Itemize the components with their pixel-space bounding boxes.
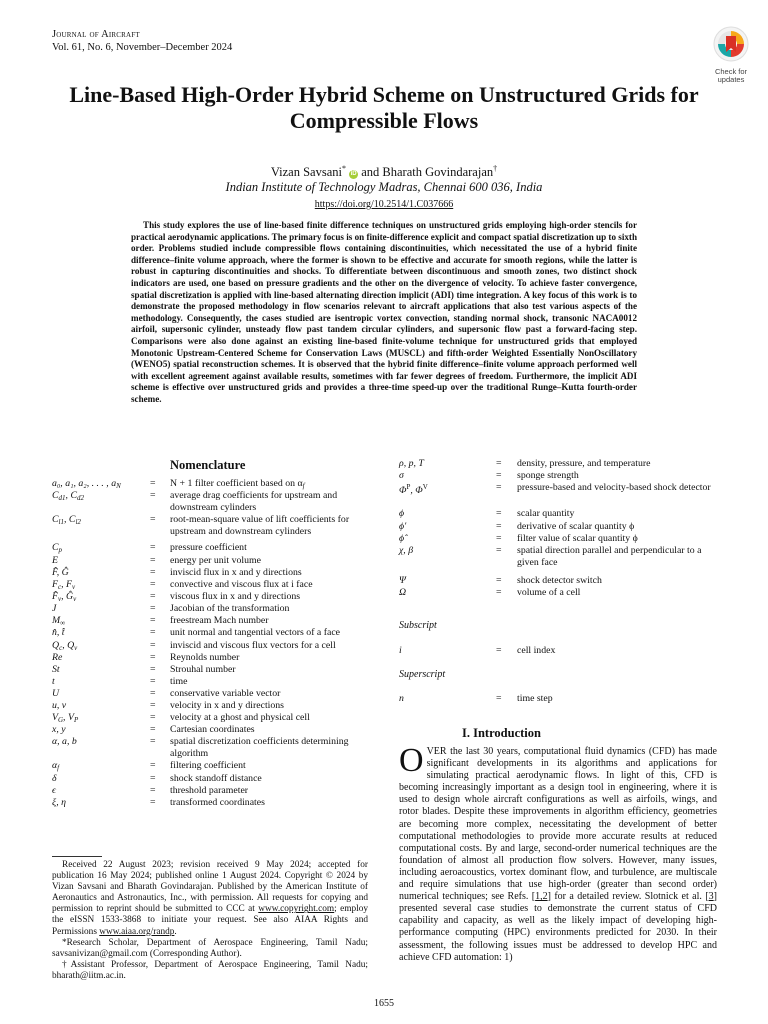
nomenclature-symbol: u, v [52,700,67,711]
nomenclature-equals: = [496,508,502,519]
nomenclature-equals: = [496,645,502,656]
nomenclature-symbol: $C_{l1}$, $C_{l2}$ [52,514,81,526]
nomenclature-row [52,567,372,579]
drop-cap: O [399,742,424,779]
nomenclature-equals: = [150,591,156,602]
nomenclature-definition: shock detector switch [517,575,602,586]
nomenclature-definition: volume of a cell [517,587,581,598]
nomenclature-symbol: $Q_c$, $Q_v$ [52,640,78,652]
nomenclature-equals: = [496,458,502,469]
nomenclature-symbol: $V_G$, $V_P$ [52,712,79,724]
received-text-c: . [174,926,177,937]
author-1-mark: * [341,164,346,173]
nomenclature-symbol: U [52,688,60,699]
nomenclature-definition: pressure coefficient [170,542,247,553]
nomenclature-row [52,652,372,664]
paper-title: Line-Based High-Order Hybrid Scheme on Unstructured Grids for Compressible Flows [69,82,699,133]
nomenclature-row [52,773,372,785]
nomenclature-definition: viscous flux in x and y directions [170,591,301,602]
journal-issue: Vol. 61, No. 6, November–December 2024 [52,42,233,53]
nomenclature-equals: = [150,664,156,675]
nomenclature-definition: Strouhal number [170,664,236,675]
nomenclature-definition: shock standoff distance [170,773,262,784]
nomenclature-equals: = [150,555,156,566]
nomenclature-definition: sponge strength [517,470,579,481]
introduction-text [399,742,717,964]
nomenclature-symbol: α, a, b [52,736,77,747]
nomenclature-definition: Jacobian of the transformation [170,603,290,614]
check-for-updates-icon [713,26,749,62]
nomenclature-row [52,640,372,652]
nomenclature-row [52,627,372,639]
intro-text-a: VER the last 30 years, computational fluid dynamics (CFD) has made significant developments in its algorithms and applications for simulating practical aerodynamic flows. In light of this, CFD is becoming increasingly important as a design tool in engineering, where it is used to design whole aircraft configurations as well as airfoils, wings, and rotor blades. Despite these improvements in algorithm efficiency, geometries are becoming more complex, necessitating the development of better computational methodologies to provide more accurate results at reduced computational costs. By and large, second-order numerical techniques are the foundation of almost all production flow solvers. However, many issues, including aeroacoustics, vortex dominant flow, and turbulence, are multiscale and require simulations that use high-order (greater than second order) numerical techniques; see Refs. [ [399,746,717,903]
nomenclature-symbol: δ [52,773,57,784]
nomenclature-definition: time step [517,693,553,704]
nomenclature-row [52,724,372,736]
nomenclature-equals: = [150,797,156,808]
nomenclature-symbol: t [52,676,55,687]
nomenclature-symbol: Ψ [399,575,406,586]
nomenclature-symbol: $M_\infty$ [52,615,66,627]
nomenclature-definition: energy per unit volume [170,555,261,566]
nomenclature-definition: cell index [517,645,556,656]
footnote-author-2: †Assistant Professor, Department of Aerospace Engineering, Tamil Nadu; bharath@iitm.ac.in. [52,959,368,981]
nomenclature-symbol: J [52,603,57,614]
nomenclature-definition: spatial discretization coefficients determining algorithm [170,736,349,759]
nomenclature-definition: average drag coefficients for upstream and downstream cylinders [170,490,338,513]
nomenclature-row [52,555,372,567]
nomenclature-definition: velocity at a ghost and physical cell [170,712,310,723]
nomenclature-definition: threshold parameter [170,785,249,796]
nomenclature-symbol: ϕ′ [399,521,407,532]
nomenclature-symbol: n [399,693,404,704]
nomenclature-definition: pressure-based and velocity-based shock detector [517,482,711,493]
nomenclature-symbol: ρ, p, T [399,458,424,469]
nomenclature-equals: = [150,712,156,723]
nomenclature-row [52,688,372,700]
doi-link[interactable]: https://doi.org/10.2514/1.C037666 [314,199,454,210]
nomenclature-row [52,542,372,554]
nomenclature-row [52,760,372,772]
page-number: 1655 [374,998,394,1009]
nomenclature-definition: unit normal and tangential vectors of a face [170,627,341,638]
nomenclature-equals: = [150,773,156,784]
author-line [0,164,768,180]
author-1[interactable]: Vizan Savsani [270,165,342,180]
nomenclature-row [52,700,372,712]
nomenclature-equals: = [150,700,156,711]
nomenclature-symbol: n̂, t̂ [52,627,65,638]
nomenclature-symbol: i [399,645,402,656]
nomenclature-row [52,514,372,538]
superscript-heading: Superscript [399,669,446,680]
nomenclature-definition: convective and viscous flux at i face [170,579,313,590]
nomenclature-symbol: St [52,664,60,675]
nomenclature-equals: = [496,575,502,586]
nomenclature-symbol: Ω [399,587,407,598]
nomenclature-equals: = [496,533,502,544]
nomenclature-definition: conservative variable vector [170,688,281,699]
nomenclature-definition: time [170,676,188,687]
nomenclature-symbol: $F_c$, $F_v$ [52,579,76,591]
received-text: Received 22 August 2023; revision received 9 May 2024; accepted for publication 16 May 2024; published online 1 August 2024. Copyright © 2024 by Vizan Savsani and Bharath Govindarajan. Published by the American Institute of Aeronautics and Astronautics, Inc., with permission. All requests for copying and permission to reprint should be submitted to CCC at [52,860,368,915]
footnote-author-1: *Research Scholar, Department of Aerospace Engineering, Tamil Nadu; savsanivizan@gmail.com (Corresponding Author). [52,937,368,959]
affiliation: Indian Institute of Technology Madras, Chennai 600 036, India [225,180,543,194]
footnotes [52,860,368,982]
nomenclature-equals: = [150,542,156,553]
journal-name: Journal of Aircraft [52,29,140,40]
nomenclature-definition: N + 1 filter coefficient based on $\alpha_f$ [170,478,305,490]
nomenclature-equals: = [150,615,156,626]
badge-line1: Check for [714,67,748,76]
nomenclature-equals: = [150,490,156,501]
nomenclature-definition: scalar quantity [517,508,575,519]
nomenclature-symbol: a₀, a₁, a₂, . . . , $a_N$ [52,478,121,490]
nomenclature-row [52,615,372,627]
received-note [52,860,368,938]
nomenclature-definition: filtering coefficient [170,760,246,771]
author-and: and [361,165,380,180]
nomenclature-definition: density, pressure, and temperature [517,458,651,469]
nomenclature-equals: = [150,478,156,489]
nomenclature-row [52,736,372,760]
badge-line2: updates [717,75,745,84]
nomenclature-row [52,603,372,615]
nomenclature-row [52,664,372,676]
ref-link-3[interactable]: 3 [708,891,714,903]
nomenclature-symbol: x, y [52,724,66,735]
abstract: This study explores the use of line-based finite difference techniques on unstructured grids employing high-order stencils for practical aerodynamic applications. The primary focus is on finite-difference explicit and compact spatial discretization up to sixth order. Problems studied include compressible flows containing discontinuities, which necessitated the use of a hybrid finite difference–finite volume approach, where the former is shown to be effective and accurate for smooth regions, while the latter is robust in capturing discontinuities and shocks. To differentiate between discontinuous and smooth zones, two distinct shock indicators are used, one based on pressure gradients and the other on the divergence of velocity. To achieve faster convergence, spatial discretization is applied with line-based alternating direction implicit (ADI) time integration. A key focus of this work is to demonstrate the proposed methodology in flow scenarios relevant to aircraft applications that also test various aspects of the methodology. Consequently, the cases studied are isentropic vortex convection, standing normal shock, transonic NACA0012 airfoil, supersonic cylinder, unsteady flow past tandem circular cylinders, and supersonic flow past a forward-facing step. Comparisons were also done against an existing line-based finite-volume technique for unstructured grids that employed Monotonic Upstream-Centered Scheme for Conservation Laws (MUSCL) and fifth-order Weighted Essentially NonOscillatory (WENO5) spatial reconstruction schemes. It is observed that the hybrid finite difference–finite volume approach performed well with excellent agreement against available results, sometimes with far fewer degrees of freedom. Furthermore, the implicit ADI scheme is effective over unstructured grids and provides a three-time speed-up over the traditional Runge–Kutta fourth-order scheme. [131,220,637,404]
nomenclature-equals: = [150,567,156,578]
intro-text-b: ] for a detailed review. Slotnick et al. [ [547,891,709,903]
nomenclature-row [52,712,372,724]
nomenclature-row [52,785,372,797]
intro-text-c: ] presented several case studies to demonstrate the current status of CFD capability and capacity, as well as the likely impact of developing high-performance computing (HPC) environments predicted for 2030. In their assessment, the following issues must be addressed to develop HPC and achieve CFD automation: 1) [399,891,717,963]
nomenclature-symbol: ϵ [52,785,56,796]
nomenclature-equals: = [150,579,156,590]
nomenclature-equals: = [150,627,156,638]
author-2[interactable]: Bharath Govindarajan [382,165,494,180]
nomenclature-symbol: E [52,555,58,566]
nomenclature-row [52,591,372,603]
check-for-updates-badge[interactable] [706,26,756,84]
nomenclature-definition: velocity in x and y directions [170,700,284,711]
footnote-rule [52,856,102,857]
journal-header [52,28,232,54]
author-2-mark: † [493,164,498,173]
orcid-icon[interactable]: iD [350,171,357,178]
nomenclature-definition: freestream Mach number [170,615,269,626]
nomenclature-definition: inviscid and viscous flux vectors for a cell [170,640,336,651]
nomenclature-definition: spatial direction parallel and perpendicular to a given face [517,545,702,568]
nomenclature-definition: Reynolds number [170,652,240,663]
nomenclature-equals: = [150,688,156,699]
nomenclature-symbol: $\Phi^P$, $\Phi^V$ [399,483,428,496]
nomenclature-symbol: $F̂_v$, $Ĝ_v$ [52,591,77,603]
nomenclature-definition: filter value of scalar quantity ϕ [517,533,638,544]
nomenclature-definition: inviscid flux in x and y directions [170,567,302,578]
nomenclature-row [52,797,372,809]
nomenclature-definition: Cartesian coordinates [170,724,255,735]
nomenclature-definition: transformed coordinates [170,797,265,808]
nomenclature-symbol: $C_{d1}$, $C_{d2}$ [52,490,84,502]
received-text-b: ; employ the eISSN 1533-3868 to initiate your request. See also AIAA Rights and Permissions [52,904,369,937]
nomenclature-equals: = [150,724,156,735]
nomenclature-row [52,478,372,490]
copyright-link[interactable]: www.copyright.com [258,904,335,915]
nomenclature-symbol: ϕ̂ [399,533,405,544]
nomenclature-symbol: Re [52,652,63,663]
nomenclature-symbol: χ, β [399,545,414,556]
nomenclature-equals: = [496,545,502,556]
nomenclature-equals: = [150,676,156,687]
nomenclature-equals: = [150,652,156,663]
nomenclature-equals: = [150,736,156,747]
nomenclature-equals: = [496,521,502,532]
nomenclature-row [52,676,372,688]
nomenclature-symbol: $\alpha_f$ [52,760,60,772]
nomenclature-symbol: ϕ [399,508,405,519]
nomenclature-row [52,490,372,514]
nomenclature-equals: = [150,640,156,651]
nomenclature-row [52,579,372,591]
nomenclature-symbol: σ [399,470,404,481]
nomenclature-equals: = [496,693,502,704]
nomenclature-equals: = [150,514,156,525]
nomenclature-definition: derivative of scalar quantity ϕ [517,521,635,532]
nomenclature-equals: = [150,785,156,796]
subscript-heading: Subscript [399,620,437,631]
doi-line [0,199,768,210]
nomenclature-equals: = [496,482,502,493]
introduction-heading: I. Introduction [462,726,541,740]
nomenclature-heading: Nomenclature [170,458,246,472]
nomenclature-symbol: ξ, η [52,797,66,808]
nomenclature-equals: = [496,470,502,481]
ref-link-1-2[interactable]: 1,2 [535,891,548,903]
nomenclature-symbol: $C_p$ [52,542,63,554]
nomenclature-equals: = [150,603,156,614]
aiaa-permissions-link[interactable]: www.aiaa.org/randp [99,926,175,937]
nomenclature-equals: = [496,587,502,598]
nomenclature-equals: = [150,760,156,771]
nomenclature-symbol: F̂, Ĝ [52,567,69,578]
nomenclature-definition: root-mean-square value of lift coefficients for upstream and downstream cylinders [170,514,350,537]
